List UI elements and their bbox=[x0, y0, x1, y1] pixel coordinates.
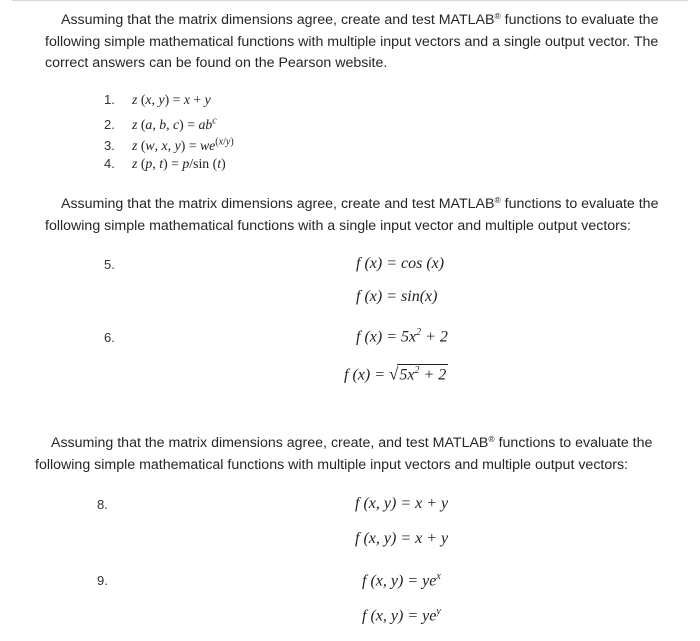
formula-f-x-y-sum-2: f (x, y) = x + y bbox=[355, 530, 449, 547]
item-number: 3. bbox=[104, 137, 115, 153]
formula-f-ye-y: f (x, $y) = ye^y$ bbox=[362, 606, 441, 625]
item-number-8: 8. bbox=[97, 497, 108, 512]
list-item bbox=[104, 110, 234, 131]
item-number: 4. bbox=[104, 155, 115, 171]
list-item bbox=[104, 153, 234, 174]
formula-f-sin: f (x) = sin(x) bbox=[356, 288, 438, 305]
formula-f-ye-x: f (x, $y) = ye^x$ bbox=[362, 571, 441, 590]
item-number-5: 5. bbox=[104, 257, 115, 272]
formula-z-x-y: z (x, y) = x + y bbox=[132, 92, 211, 107]
section1-line-1: Assuming that the matrix dimensions agree, create and test MATLAB® functions to evaluate the bbox=[61, 11, 659, 28]
item-number: 1. bbox=[104, 92, 115, 107]
section3-line-1: Assuming that the matrix dimensions agree, create, and test MATLAB® functions to evaluate the bbox=[51, 434, 653, 451]
formula-f-cos: f (x) = cos (x) bbox=[356, 255, 445, 272]
section2-paragraph bbox=[45, 190, 658, 237]
section2-line-1: Assuming that the matrix dimensions agree, create and test MATLAB® functions to evaluate the bbox=[61, 195, 659, 212]
item-number-9: 9. bbox=[97, 573, 108, 588]
item-number: 2. bbox=[104, 116, 115, 132]
formula-f-poly: f $(x) = 5x^2 + 2$ bbox=[356, 327, 448, 346]
formula-z-w-x-y: z (w, x, $y) = we^{(x/y)}$ bbox=[132, 136, 234, 153]
list-item bbox=[104, 89, 234, 110]
formula-f-sqrt: f $(x) = √5x^2 + 2$ bbox=[344, 364, 447, 384]
list-item bbox=[104, 131, 234, 152]
top-divider bbox=[12, 0, 688, 1]
section3-paragraph bbox=[35, 429, 652, 476]
section1-function-list bbox=[104, 89, 234, 174]
section2-line-2: following simple mathematical functions with a single input vector and multiple output vectors: bbox=[45, 217, 631, 234]
formula-z-a-b-c: z (a, b, $c) = ab^c$ bbox=[132, 115, 217, 132]
item-number-6: 6. bbox=[104, 330, 115, 345]
section1-line-3: correct answers can be found on the Pearson website. bbox=[45, 55, 388, 72]
formula-f-x-y-sum-1: f (x, y) = x + y bbox=[355, 495, 449, 512]
section3-line-2: following simple mathematical functions with multiple input vectors and multiple output vectors: bbox=[35, 456, 629, 473]
section1-paragraph bbox=[45, 6, 658, 75]
section1-line-2: following simple mathematical functions with multiple input vectors and a single output vector. The bbox=[45, 33, 659, 50]
formula-z-p-t: z (p, t) = p/sin (t) bbox=[132, 155, 226, 171]
